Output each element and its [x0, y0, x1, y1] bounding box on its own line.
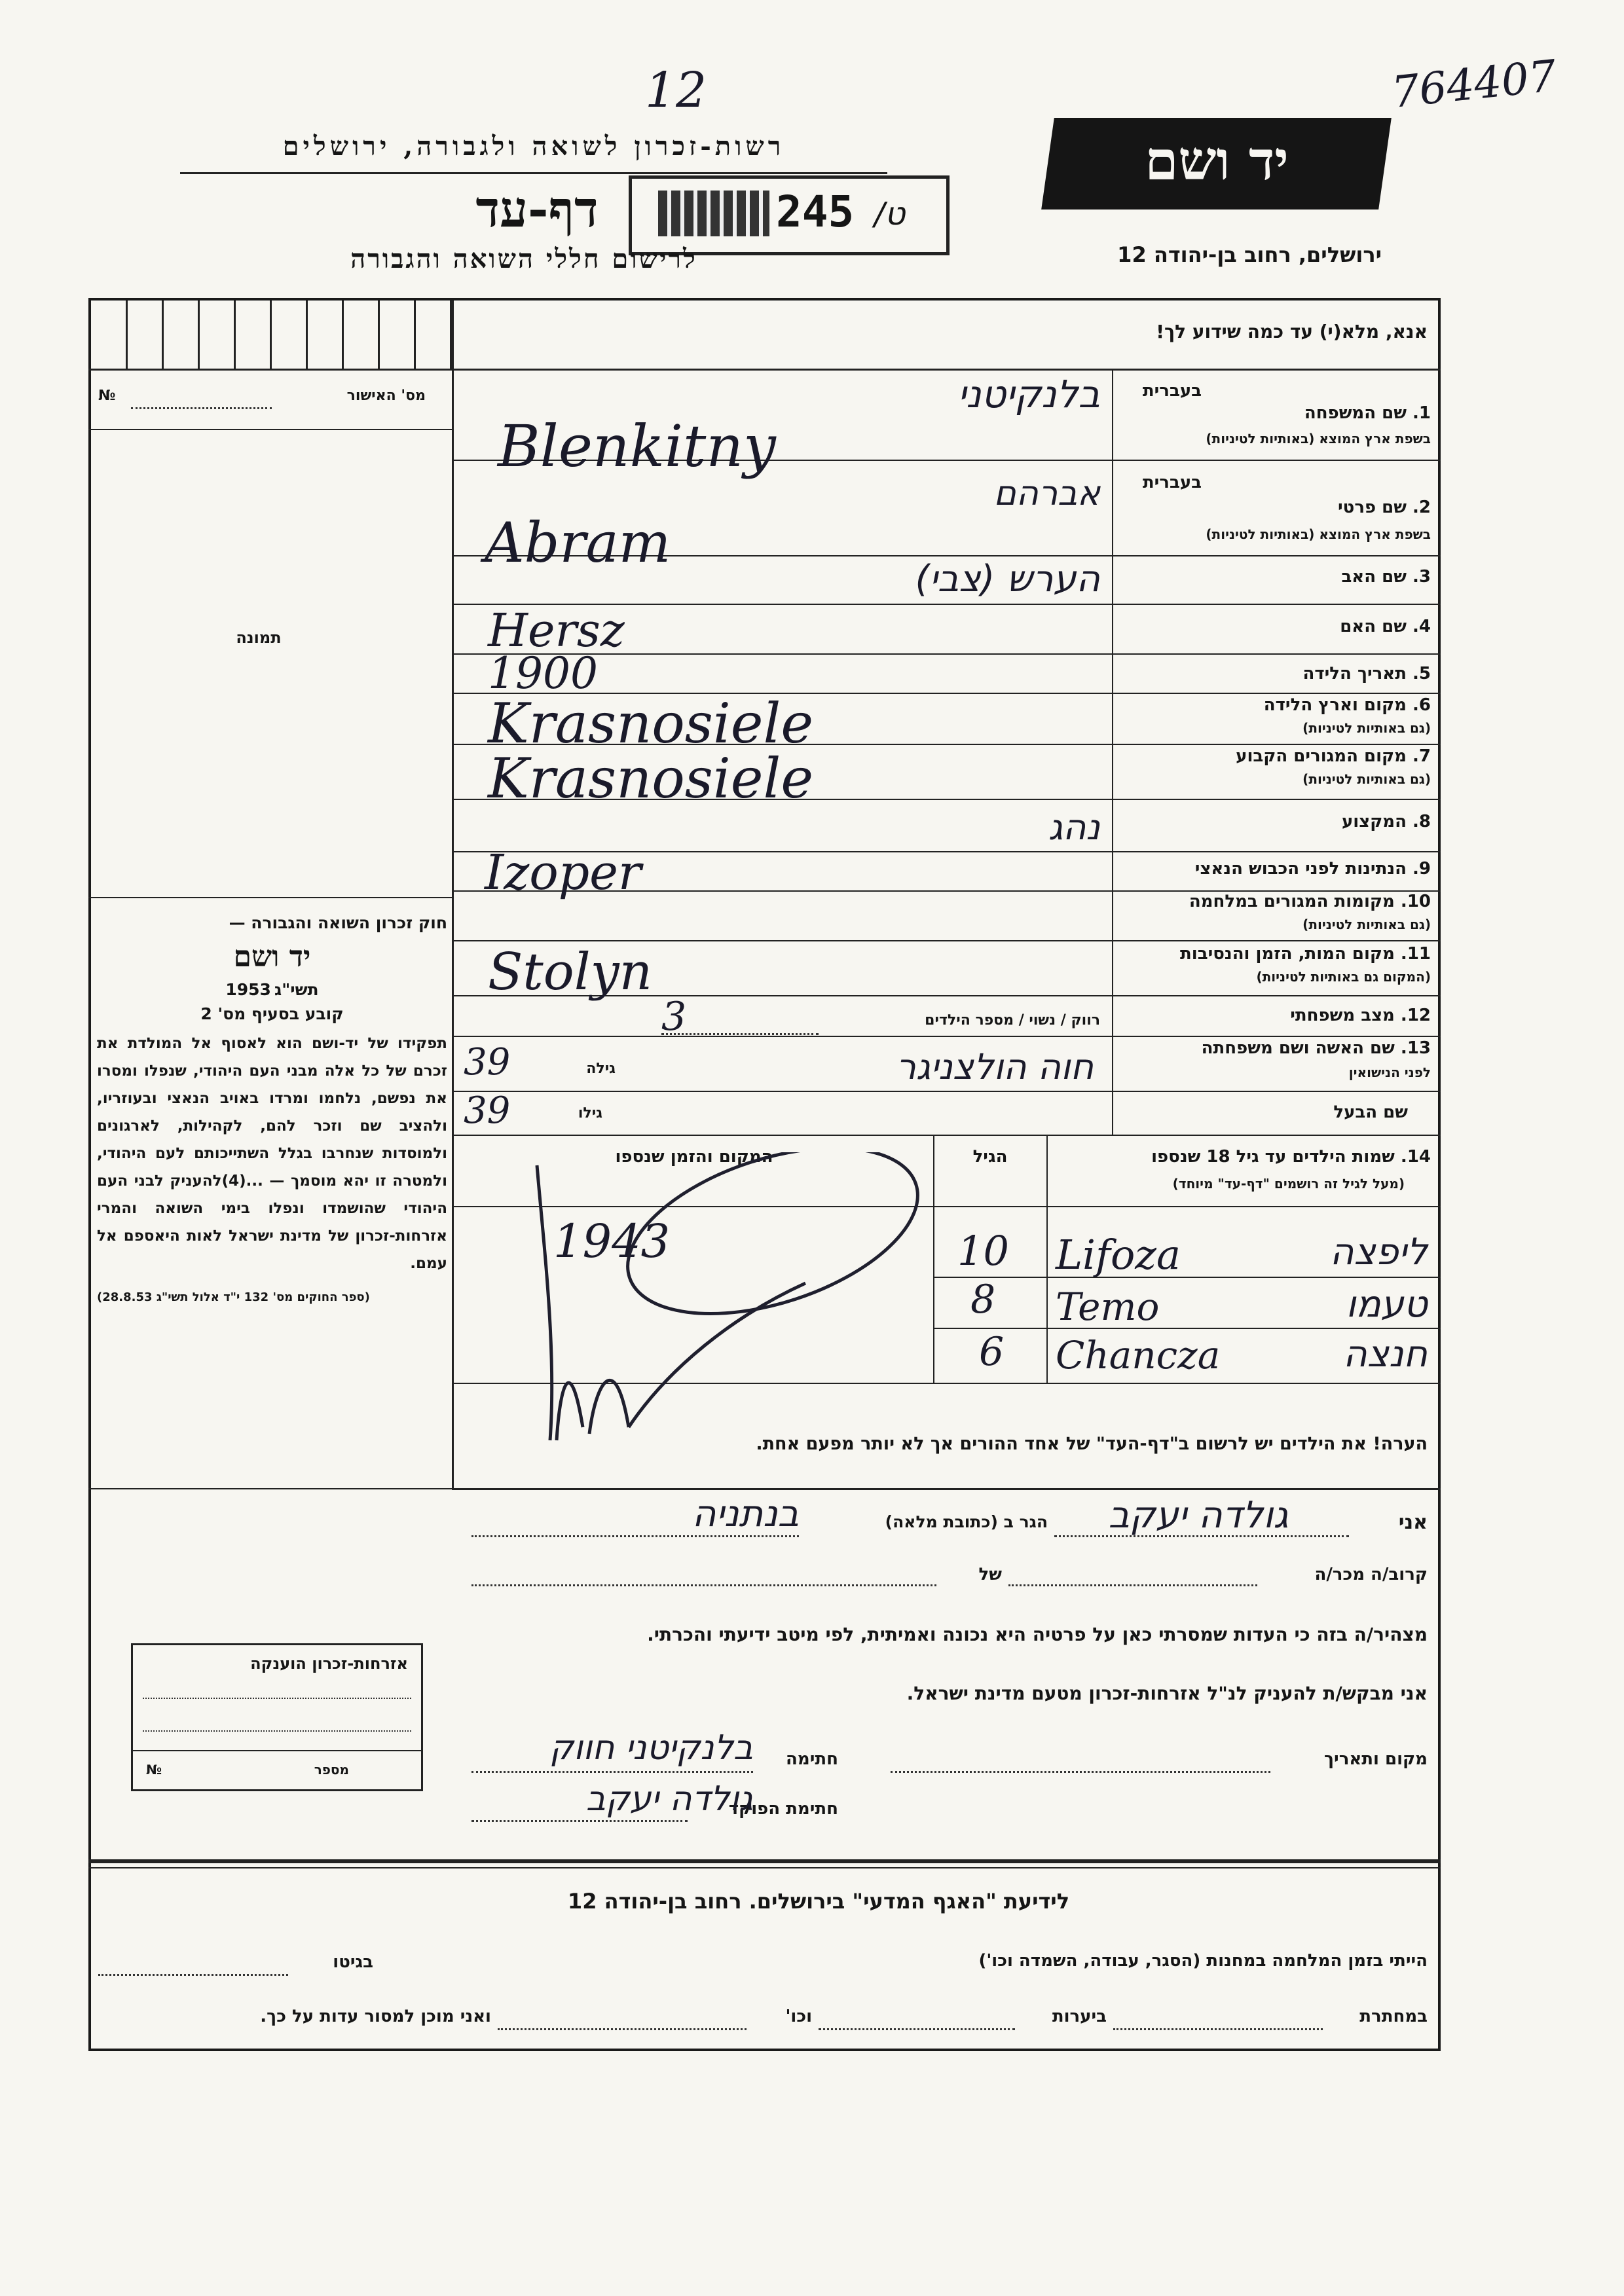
row14-line — [452, 1135, 1441, 1136]
child-2-age[interactable]: 8 — [970, 1277, 996, 1322]
f2-sublabel: בשפת ארץ המוצא (באותיות לטיניות) — [1206, 526, 1431, 542]
children-note: הערה! את הילדים יש לרשום ב"דף-העד" של אחד ההורים אך לא יותר מפעם אחת. — [756, 1434, 1428, 1454]
footer-ghetto-line — [98, 1974, 288, 1976]
form-title: דף-עד — [475, 180, 599, 238]
law-reference: (ספר החוקים מס' 132 י"ד אלול תשי"ג 28.8.53) — [97, 1290, 370, 1304]
resident-label: הגר ב (כתובת מלאה) — [885, 1512, 1048, 1531]
org-underline — [180, 172, 887, 174]
footer-ghetto-label: בגיטו — [333, 1952, 373, 1972]
declarant-i-label: אני — [1398, 1511, 1428, 1534]
f2-latin-value[interactable]: Abram — [485, 511, 671, 575]
footer-notice: לידיעת "האגף המדעי" בירושלים. רחוב בן-יהודה 12 — [567, 1889, 1070, 1914]
law-body: תפקידו של יד-ושם הוא לאסוף אל המולדת את זכרם של כל אלה מבני העם היהודי, שנפלו ומסרו את נפשם, נלחמו ומרדו באויב הנאצי ובעוזריו, ולהציב שם וזכר להם, לקהילות, לארגונים ולמוסדות שנחרבו בגלל השתייכותם לעם היהודי, ולמטרה זו יהא מוסמך — ...(4)להעניק לבני העם היהודי שהושמדו ונפלו בימי השואה והמרי אזרחות-זכרון של מדינת ישראל לאות היאספם אל עמם. — [97, 1035, 447, 1272]
relative-line — [1008, 1584, 1257, 1586]
handwritten-scribble — [498, 1152, 930, 1453]
footer-underground-line — [1113, 2028, 1323, 2030]
f3-value[interactable]: הערש (צבי) — [915, 558, 1100, 600]
row10-line — [452, 940, 1441, 941]
child-2-hebrew[interactable]: טעמו — [1346, 1283, 1428, 1326]
officer-signature[interactable]: גולדה יעקב — [585, 1779, 753, 1819]
stamp-block — [658, 191, 769, 236]
corner-number: 12 — [645, 62, 707, 118]
f12-options: רווק / נשוי / מספר הילדים — [925, 1012, 1100, 1029]
children-row-line-2 — [933, 1328, 1441, 1329]
f9-value[interactable]: Izoper — [485, 845, 642, 901]
signature-label: חתימה — [786, 1749, 838, 1769]
top-row-line — [88, 369, 1441, 371]
row12-line — [452, 1036, 1441, 1037]
f8-label: 8. המקצוע — [1341, 812, 1431, 831]
footer-forests-line — [819, 2028, 1015, 2030]
resident-value[interactable]: בנתניה — [692, 1493, 799, 1535]
address: ירושלים, רחוב בן-יהודה 12 — [1117, 242, 1382, 267]
children-header-names: 14. שמות הילדים עד גיל 18 שנספו — [1151, 1147, 1431, 1167]
f8-value[interactable]: נהג — [1048, 807, 1100, 848]
f4-label: 4. שם האם — [1340, 617, 1431, 636]
f1-latin-value[interactable]: Blenkitny — [498, 412, 776, 480]
f13-age-label: גילה — [586, 1061, 616, 1077]
citizenship-no-symbol: № — [146, 1762, 162, 1777]
photo-label: תמונה — [236, 629, 282, 647]
children-col-1 — [933, 1135, 934, 1383]
officer-signature-label: חתימת הפוקד — [728, 1799, 838, 1819]
f13-value[interactable]: חוה הולצניגר — [896, 1046, 1094, 1087]
citizenship-line-1 — [143, 1698, 411, 1699]
org-line: רשות-זכרון לשואה ולגבורה, ירושלים — [282, 131, 785, 162]
stamp-suffix: /ט — [874, 196, 906, 232]
f2-label: 2. שם פרטי — [1338, 498, 1431, 517]
declaration-statement: מצהיר/ה בזה כי העדות שמסרתי כאן על פרטיה היא נכונה ואמיתית, לפי מיטב ידיעתי והכרתי. — [647, 1624, 1428, 1645]
footer-etc-line — [498, 2028, 747, 2030]
law-section: קובע בסעיף מס' 2 — [200, 1004, 344, 1023]
id-slots — [92, 301, 454, 369]
of-label: של — [978, 1565, 1002, 1584]
f5-value[interactable]: 1900 — [488, 648, 598, 699]
child-3-hebrew[interactable]: חנצה — [1343, 1333, 1428, 1376]
footer-separator-inner — [88, 1867, 1441, 1868]
row13-line — [452, 1091, 1441, 1092]
id-row-line — [88, 429, 452, 430]
children-header-age: הגיל — [972, 1147, 1008, 1167]
law-name: יד ושם — [233, 940, 311, 974]
f1-sublabel: בשפת ארץ המוצא (באותיות לטיניות) — [1206, 431, 1431, 446]
f11-label: 11. מקום המות, הזמן והנסיבות — [1180, 944, 1431, 964]
left-col-separator — [452, 369, 454, 1488]
footer-testimony-text: ואני מוכן למסור עדות על כך. — [260, 2007, 491, 2026]
f12-value[interactable]: 3 — [661, 994, 687, 1040]
declarant-name[interactable]: גולדה יעקב — [1108, 1494, 1289, 1537]
f10-sublabel: (גם באותיות לטיניות) — [1302, 917, 1431, 932]
child-3-age[interactable]: 6 — [979, 1329, 1005, 1375]
child-1-hebrew[interactable]: ליפצה — [1329, 1231, 1428, 1273]
f1-label: 1. שם המשפחה — [1304, 403, 1431, 423]
id-number-line — [131, 407, 272, 409]
f13-label: 13. שם האשה ושם משפחתה — [1201, 1038, 1431, 1058]
footer-separator — [88, 1859, 1441, 1863]
f2-hebrew-value[interactable]: אברהם — [993, 474, 1100, 513]
f3-label: 3. שם האב — [1341, 567, 1431, 587]
child-1-age[interactable]: 10 — [957, 1227, 1009, 1275]
f6-sublabel: (גם באותיות לטיניות) — [1302, 720, 1431, 736]
label-col-separator — [1112, 369, 1113, 1135]
citizenship-box — [131, 1643, 423, 1791]
husband-age[interactable]: 39 — [464, 1089, 511, 1132]
top-prompt: אנא, מלא(י) עד כמה שידוע לך! — [1156, 321, 1428, 342]
f11-sublabel: (המקום גם באותיות לטיניות) — [1256, 969, 1431, 985]
husband-age-label: גילו — [578, 1105, 602, 1121]
signature-value[interactable]: בלנקיטני חווק — [549, 1728, 753, 1768]
husband-label: שם הבעל — [1333, 1102, 1408, 1122]
stamp-number: 245 — [776, 187, 855, 237]
logo — [1041, 118, 1392, 210]
children-col-2 — [1046, 1135, 1048, 1383]
relative-label: קרוב/ה מכר/ה — [1314, 1565, 1428, 1584]
note-bottom-line — [452, 1488, 1441, 1490]
f7-sublabel: (גם באותיות לטיניות) — [1302, 771, 1431, 787]
children-header-note: (מעל לגיל זה רושמים "דף-עד" מיוחד) — [1172, 1176, 1405, 1192]
photo-bottom-line — [88, 897, 452, 898]
f10-label: 10. מקומות המגורים במלחמה — [1189, 892, 1431, 911]
f11-value[interactable]: Stolyn — [488, 943, 652, 1002]
f7-label: 7. מקום המגורים הקבוע — [1236, 746, 1431, 766]
sidebar-bottom-line — [88, 1488, 452, 1489]
form-subtitle: לרישום חללי השואה והגבורה — [350, 244, 697, 274]
citizenship-number-label: מספר — [314, 1762, 349, 1777]
f13-age[interactable]: 39 — [464, 1041, 511, 1084]
children-header-place: המקום והזמן שנספו — [615, 1147, 773, 1167]
f1-hebrew-value[interactable]: בלנקיטני — [957, 372, 1100, 416]
children-row-line-1 — [933, 1277, 1441, 1278]
footer-forests-label: ביערות — [1052, 2007, 1107, 2026]
signature-line — [471, 1771, 753, 1773]
place-date-line — [891, 1771, 1270, 1773]
footer-etc-label: וכו' — [785, 2007, 812, 2026]
officer-signature-line — [471, 1820, 688, 1822]
law-year-he: תשי"ג — [274, 980, 319, 999]
child-1-latin[interactable]: Lifoza — [1056, 1231, 1181, 1279]
id-number-label: מס' האישור — [346, 388, 426, 404]
citizenship-request: אני מבקש/ת להעניק לנ"ל אזרחות-זכרון מטעם מדינת ישראל. — [906, 1683, 1428, 1704]
child-2-latin[interactable]: Temo — [1056, 1285, 1160, 1329]
resident-line — [471, 1535, 799, 1537]
f6-value[interactable]: Krasnosiele — [488, 691, 814, 756]
f7-value[interactable]: Krasnosiele — [488, 746, 814, 811]
children-date[interactable]: 1943 — [553, 1214, 671, 1268]
logo-text: יד ושם — [1145, 130, 1289, 192]
of-line — [471, 1584, 936, 1586]
archive-number: 764407 — [1389, 50, 1559, 118]
f2-hebrew-tag: בעברית — [1142, 473, 1202, 492]
id-no-symbol: № — [98, 388, 116, 404]
law-title: חוק זכרון השואה והגבורה — — [229, 913, 447, 932]
f13-sublabel: לפני הנישואין — [1348, 1065, 1431, 1080]
law-year: 1953 — [225, 980, 271, 999]
f9-label: 9. הנתינות לפני הכבוש הנאצי — [1194, 859, 1431, 879]
f5-label: 5. תאריך הלידה — [1302, 664, 1431, 683]
place-date-label: מקום ותאריך — [1324, 1749, 1428, 1769]
f1-hebrew-tag: בעברית — [1142, 381, 1202, 401]
law-excerpt — [97, 913, 447, 1304]
child-3-latin[interactable]: Chancza — [1056, 1333, 1221, 1377]
f12-label: 12. מצב משפחתי — [1290, 1006, 1431, 1025]
citizenship-divider — [133, 1750, 421, 1751]
footer-line-1-text: הייתי בזמן המלחמה במחנות (הסגר, עבודה, השמדה וכו') — [978, 1951, 1428, 1971]
citizenship-box-title: אזרחות-זכרון הוענקה — [250, 1654, 408, 1673]
f6-label: 6. מקום וארץ הלידה — [1263, 695, 1431, 715]
citizenship-line-2 — [143, 1730, 411, 1732]
f4-value[interactable]: Hersz — [488, 604, 625, 657]
footer-underground-label: במחתרת — [1359, 2007, 1428, 2026]
